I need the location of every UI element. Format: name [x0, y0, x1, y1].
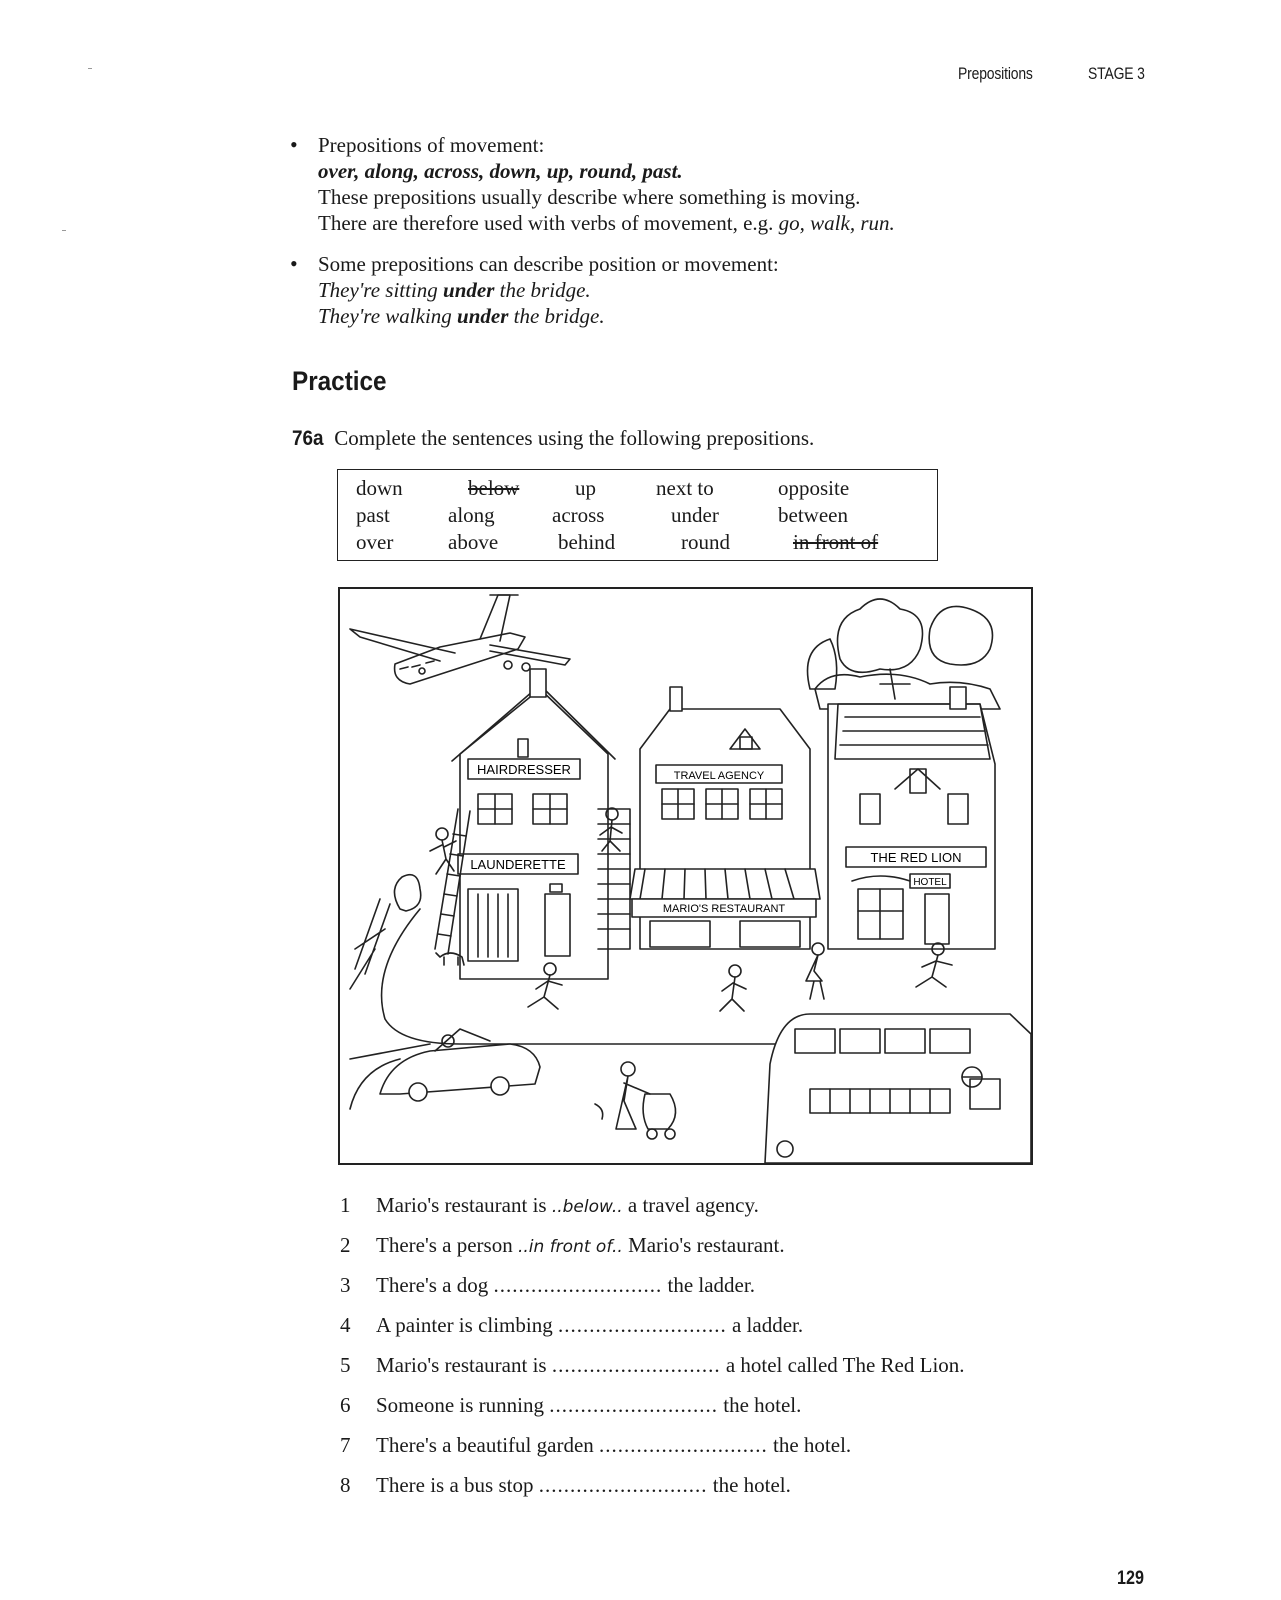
- example-walking: [318, 303, 779, 329]
- example-text: They're sitting: [318, 278, 444, 302]
- sentence-number: 4: [340, 1313, 351, 1337]
- page-number: 129: [1117, 1568, 1144, 1589]
- sentence-text: A painter is climbing: [376, 1313, 558, 1337]
- sentence-text: the hotel.: [767, 1433, 852, 1457]
- bullet-dot: •: [290, 132, 298, 157]
- red-lion-hotel-building: [828, 687, 995, 949]
- sentence-text: There's a person: [376, 1233, 518, 1257]
- usage-text: There are therefore used with verbs of movement, e.g.: [318, 211, 779, 235]
- word-box-word: above: [448, 530, 499, 554]
- garden-trees: [808, 599, 1001, 709]
- sentence-text: Mario's restaurant.: [622, 1233, 785, 1257]
- word-box-word: along: [448, 503, 495, 527]
- hairdresser-sign: HAIRDRESSER: [477, 762, 571, 777]
- answer-blank[interactable]: ...........................: [599, 1433, 768, 1457]
- preposition-list: over, along, across, down, up, round, past.: [318, 159, 683, 183]
- word-box-word-used: in front of: [793, 530, 879, 554]
- sentence-number: 1: [340, 1193, 351, 1217]
- sentence-number: 5: [340, 1353, 351, 1377]
- word-box-word: round: [681, 530, 730, 554]
- sentence-text: Mario's restaurant is: [376, 1193, 552, 1217]
- sentence-text: a travel agency.: [622, 1193, 759, 1217]
- word-box-word: up: [575, 476, 596, 500]
- word-box-word: between: [778, 503, 848, 527]
- restaurant-sign: MARIO'S RESTAURANT: [662, 903, 786, 915]
- bullet-dot: •: [290, 251, 298, 276]
- word-box: [337, 469, 938, 561]
- exercise-number: 76a: [292, 427, 324, 450]
- sentence-number: 6: [340, 1393, 351, 1417]
- bullet-explanation: These prepositions usually describe where something is moving.: [318, 185, 861, 209]
- word-box-word: across: [552, 503, 605, 527]
- launderette-sign: LAUNDERETTE: [470, 857, 566, 872]
- sentence-text: the hotel.: [718, 1393, 802, 1417]
- scan-speck: [62, 230, 66, 231]
- word-box-word: under: [671, 503, 719, 527]
- usage-examples: go, walk, run.: [778, 211, 895, 235]
- sentence-text: There's a beautiful garden: [376, 1433, 600, 1457]
- sentence-number: 8: [340, 1473, 351, 1497]
- exercise-instruction: [292, 426, 814, 451]
- sentence-answer: ..below..: [551, 1197, 623, 1217]
- scan-speck: [88, 68, 92, 69]
- bullet-usage: [318, 210, 895, 236]
- answer-blank[interactable]: ...........................: [551, 1353, 721, 1377]
- sentence-text: a hotel called The Red Lion.: [720, 1353, 965, 1377]
- hairdresser-building: [430, 669, 630, 979]
- exercise-text: Complete the sentences using the following prepositions.: [334, 426, 815, 450]
- red-lion-sign: THE RED LION: [870, 850, 962, 865]
- bus-icon: [765, 1014, 1031, 1163]
- example-text: They're walking: [318, 304, 458, 328]
- example-text: the bridge.: [494, 278, 591, 302]
- example-sitting: [318, 277, 779, 303]
- sentence-text: a ladder.: [726, 1313, 804, 1337]
- woman-with-pram: [595, 1062, 676, 1139]
- sentence-text: There's a dog: [376, 1273, 494, 1297]
- street-scene-illustration: [338, 587, 1033, 1165]
- word-box-word: opposite: [778, 476, 850, 500]
- example-keyword: under: [457, 304, 509, 328]
- word-box-word: down: [356, 476, 403, 500]
- sentence-text: the ladder.: [662, 1273, 755, 1297]
- sentence-answer: ..in front of..: [517, 1237, 623, 1257]
- sentence-number: 7: [340, 1433, 351, 1457]
- word-box-word: over: [356, 530, 394, 554]
- answer-blank[interactable]: ...........................: [538, 1473, 708, 1497]
- bullet-intro: Some prepositions can describe position or movement:: [318, 252, 779, 276]
- word-box-word: past: [356, 503, 390, 527]
- practice-heading: Practice: [292, 366, 387, 396]
- example-text: the bridge.: [508, 304, 605, 328]
- sentence-text: the hotel.: [707, 1473, 791, 1497]
- answer-blank[interactable]: ...........................: [549, 1393, 718, 1417]
- travel-agency-sign: TRAVEL AGENCY: [673, 770, 765, 782]
- answer-blank[interactable]: ...........................: [493, 1273, 663, 1297]
- car-icon: [380, 1029, 540, 1101]
- word-box-word: behind: [558, 530, 616, 554]
- answer-blank[interactable]: ...........................: [557, 1313, 727, 1337]
- sentence-text: Mario's restaurant is: [376, 1353, 552, 1377]
- header-stage: STAGE 3: [1088, 64, 1145, 83]
- header-section: Prepositions: [958, 64, 1033, 83]
- example-keyword: under: [443, 278, 495, 302]
- sentence-number: 3: [340, 1273, 351, 1297]
- street-scene-drawing: [340, 589, 1031, 1163]
- bullet-intro: Prepositions of movement:: [318, 133, 545, 157]
- word-box-word: next to: [656, 476, 714, 500]
- sentence-number: 2: [340, 1233, 351, 1257]
- word-box-word-used: below: [468, 476, 520, 500]
- hotel-sign: HOTEL: [913, 877, 947, 888]
- sentence-text: There is a bus stop: [376, 1473, 539, 1497]
- sentence-text: Someone is running: [376, 1393, 550, 1417]
